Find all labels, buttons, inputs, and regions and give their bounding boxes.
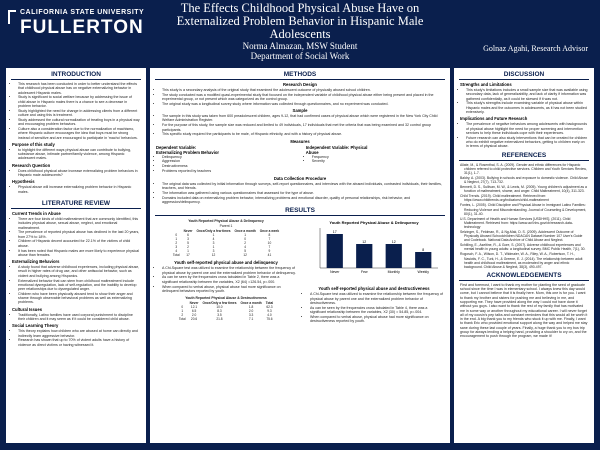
list-item: • As can be seen by the frequencies cross tabulated in Table 2, there was a significant relationship between the variables, X2 (64) =126.54, p=.000. (162, 275, 296, 284)
bar (327, 234, 343, 268)
purpose-text: • to highlight the different ways physical abuse can contribute to bullying, substance abuse, intimate partner/family violence, among Hispanic adolescent males. (18, 148, 140, 161)
department: Department of Social Work (250, 51, 350, 61)
table-row: 0 12.1 10.0 1.8 62.3 (181, 305, 273, 310)
middle-column (150, 68, 450, 443)
table2 (171, 229, 281, 257)
list-item: • A study found that adverse childhood experiences, including physical abuse, result in higher rates of drug use, and other antisocial behavior, such as violent and bullying among Hispanics. (18, 265, 140, 278)
reference: Bennett, D. S., Sullivan, M. W., & Lewis, M. (2005). Young children's adjustment as a function of maltreatment, shame, and anger. Child Maltreatment, 10(4), 311-323. (460, 185, 587, 194)
list-item: • Domains included data on externalizing problem behavior, internalizing problems and emotional disorder, quality of personal relationships, risk behavior, and aggression/delinquency. (162, 196, 444, 205)
list-item: • When compared to verbal abuse, physical abuse had more significance on destructiveness reported by youth. (310, 315, 444, 324)
list-item: • The information was gathered using various questionnaires that assessed for the type of abuse. (162, 191, 444, 195)
list-item: • This theory explains how children who are abused at home can directly and indirectly learn aggressive behavior. (18, 329, 140, 338)
list-item: • There are four kinds of child maltreatment that are commonly identified, this includes physical abuse, sexual abuse, neglect, and emotional maltreatment. (18, 217, 140, 230)
university-logo (6, 6, 146, 50)
left-column (6, 68, 146, 443)
table-row: 0 6 1 1 8 (175, 233, 271, 238)
rq-label: Research Question (12, 162, 51, 168)
table2-caption: Youth Reported Physical Abuse & Delinquency (188, 219, 264, 224)
author-name: Norma Almazan, MSW Student (242, 41, 358, 51)
tick-label: Monthly (387, 270, 400, 275)
table-row: 1 6.5 8.3 2.0 9.3 (181, 309, 272, 314)
table-header: Once a week (259, 229, 280, 234)
iv-label: Independent Variable: Physical Abuse (305, 144, 368, 155)
reference: Fontes, L. (2005). Child Discipline and Physical Abuse in Immigrant Latino Families: Reducing Violence and Misunderstanding. Journal of Counseling & Development, 80(1), 31-40. (460, 203, 587, 216)
results-heading: RESULTS (155, 207, 445, 216)
poster-title: The Effects Childhood Physical Abuse Have on Externalized Problem Behavior in Hispanic Male Adolescents (176, 1, 424, 41)
list-item: • The prevalence of negative behaviors among adolescents with backgrounds of physical abuse highlight the need for proper screening and intervention services to help these individuals cope with their experiences. (466, 122, 588, 135)
reference: Rogosch, F. A., Wilson, D. T., Widmaier, W. A., Riley, W. A., Robertson, T. H., Nasiotis, F. C., Turk, H., & Greene, E. J. (2014). The relationship between adult health and childhood maltreatment, as moderated by anger and ethnic background. Child Abuse & Neglect, 38(3), 490-497. (460, 252, 583, 269)
hypothesis-text: • Physical abuse will increase externalizing problem behavior in Hispanic males. (18, 185, 140, 194)
implications-label: Implications and Future Research (460, 116, 528, 122)
bar (415, 252, 431, 268)
table-header: Once/Only a few times (196, 229, 231, 234)
tick-label: Few (360, 270, 368, 275)
list-item: • A Chi-Square test was utilized to examine the relationship between the frequency of physical abuse by parent one and the externalized problem behavior of delinquency. (162, 266, 296, 275)
list-item: • Externalized behavior that can stem from childhood maltreatment include emotional dysregulation, lack of self-regulation, and the inability to develop peer relationships due to dysregulated anger. (18, 279, 140, 292)
table4 (177, 301, 275, 321)
table-header: Once a month (234, 229, 256, 234)
list-item: • Children who have been physically abused tend to show their anger and shame through observable behavioral problems as well as externalizing problems. (18, 292, 140, 305)
list-item: • The original data was collected by initial information through surveys, self-report questionnaires, and interviews with the abused individuals, contrasted individuals, their families, teachers, and friends. (162, 182, 444, 191)
list-item: • Destructiveness (162, 164, 294, 168)
list-item: • A Chi-Square test was utilized to examine the relationship between the frequency of physical abuse by parent one and the externalized problem behavior of destructiveness. (310, 292, 444, 305)
author-block (150, 41, 450, 61)
acknowledgements-text: First and foremost, I want to thank my mother for planting the seed of graduate school since the time I was in elementary school. I always knew this day would come, but I cannot believe that it is finally here. Mom, this one is for you. I want to thank my brother and sisters for pushing me and believing in me, and supporting me. They have provided along the way I could not have done it without you guys. I also want to thank the rest of my family that has motivated me in some way or another throughout my educational career. I will never forget all of my cousin's pep talks and constant reminders that this would all be worth it in the end. A big thank you to my friends who stuck it up with me. Finally, I want to thank Eric who provided emotional support along the way and helped me stay sane during these last couple of years. Finally, a huge thank you to my bus trip group for always lending a helping hand, providing a shoulder to cry on, and the encouragement to push through the program, we made it! (460, 282, 588, 339)
poster-header (0, 0, 600, 60)
list-item: • Delinquency (162, 155, 294, 159)
list-item: • The sample in this study was taken from 600 preadolescent children, ages 9-12, that had confirmed cases of physical abuse which were registered in the New York City Child Welfare Administration Register. (162, 114, 444, 123)
reference: Schilling, E., Aseltine, R., & Gore, S. (2007). Adverse childhood experiences and mental health in young adults: a longitudinal survey. BMC Public Health, 7(1), 30. (460, 243, 586, 252)
list-item: • For the purpose of this study, the sample size was reduced and limited to 49 individuals, 17 individuals that met the criteria that was being examined and 32 control group participants. (162, 123, 444, 132)
discussion-heading: DISCUSSION (459, 71, 589, 80)
table-header: Never (183, 229, 193, 234)
reference: Allate, M., & Rosenthal, S. A. (2009). Gender and ethnic differences for Hispanic children referred to child protective services. Children and Youth Services Review, 31(1), 1-7. (460, 162, 587, 175)
list-item: • This research has been conducted in order to better understand the effects that childhood physical abuse has on negative externalizing behavior in adolescent Hispanic males. (18, 82, 140, 95)
list-item: • When compared to verbal abuse, physical abuse had more significance on delinquent behaviors reported by youth. (162, 285, 296, 294)
table-header: Total (265, 301, 274, 306)
methods-heading: METHODS (155, 71, 445, 80)
bar (356, 244, 372, 268)
list-item: • As can be seen by the frequencies cross tabulated in Table 4, there was a significant relationship between the variables, X2 (30) = 54.85, p=.004. (310, 306, 444, 315)
table-header: Once a month (240, 301, 262, 306)
results-left (156, 218, 296, 324)
data-label: 12 (391, 240, 396, 245)
measures-label: Measures (290, 138, 310, 144)
table-row: 2 5 3 2 10 (175, 241, 272, 246)
list-item: • Problems reported by teachers (162, 169, 294, 173)
list-item: • Traditionally, Latino families have used corporal punishment to discipline their children and it may seem as if it could be considered child abuse. (18, 313, 140, 322)
table-row: 3 2 1 4 7 (175, 245, 271, 250)
list-item: • The study conducted was a modified quasi-experimental study that focused on the independent variable of childhood physical abuse either being present and placed in the experimental group, or not present which was categorized as the control group. (162, 93, 444, 102)
hypothesis-label: Hypothesis (12, 179, 35, 185)
list-item: • It has been noted that Hispanic males are more likely to experience physical abuse than females. (18, 249, 140, 258)
strengths-label: Strengths and Limitations (460, 82, 512, 87)
list-item: • Children of Hispanic decent accounted for 22.1% of the victims of child abuse. (18, 239, 140, 248)
data-label: 17 (332, 230, 337, 235)
table-header: Once/Only a few times (202, 301, 237, 306)
delinquency-bar-chart (304, 218, 444, 278)
table-row: 2 2.0 3.5 3.3 4.0 (181, 313, 272, 318)
lit-sub-theory: Social Learning Theory (12, 323, 59, 329)
list-item: • The original study was a longitudinal survey study where information was collected through questionnaires, and no experiment was conducted. (162, 102, 444, 106)
variables-block (156, 145, 444, 174)
list-item: • Research has shown that up to 70% of violent adults have a history of violence as direct victims or having witnessed it. (18, 338, 140, 347)
table-row: 1 3 4 0 7 (175, 237, 271, 242)
lit-sub-trends: Current Trends in Abuse (12, 210, 61, 216)
result1-heading: Youth self-reported physical abuse and delinquency (174, 260, 278, 266)
lit-heading: LITERATURE REVIEW (11, 200, 141, 209)
references-heading: REFERENCES (459, 152, 589, 161)
acknowledgements-heading: ACKNOWLEDGEMENTS (459, 272, 589, 281)
dv-label: Dependent Variable: Externalizing Problem Behavior (156, 144, 220, 155)
lit-sub-externalizing: Externalizing Behaviors (12, 259, 60, 265)
list-item: • This study's strengths include examining variable of physical abuse within Hispanic males and the outcomes in adolescents, as it has not been studied extensively. (466, 101, 588, 114)
list-item: • This study's limitations includes a small sample size that was available using secondary data, lack of generalizability, and lack of clarity if information was gathered confidentially, as it could be skewed if it was not. (466, 88, 588, 101)
table-row: 4 1 3 5 9 (175, 249, 271, 254)
list-item: • Study addressed the cultural normalization of treating boys in a physical way and encouraging problem behaviors. (18, 118, 140, 127)
design-label: Research Design (283, 82, 317, 87)
right-column (454, 68, 594, 443)
list-item: • Future research can also study interventions that can be created for children who do exhibit negative externalized behaviors, getting to children early on in terms of physical abuse. (466, 136, 588, 149)
table4-caption: Youth Reported Physical Abuse & Destructiveness (185, 296, 267, 301)
table-row: Total 17 12 12 41 (172, 253, 272, 258)
table-header: Never (189, 301, 199, 306)
list-item: • Study is significant to social welfare because by addressing the issue of child abuse in Hispanic males there is a chance to see a decrease in problem behavior. (18, 95, 140, 108)
logo-mark-icon (8, 10, 16, 24)
data-collection-label: Data Collection Procedure (273, 175, 327, 181)
data-label: 8 (422, 248, 425, 253)
table2-subcaption: Parent 1 (219, 224, 233, 229)
rq-text: • Does childhood physical abuse increase externalizing problem behaviors in Hispanic male adolescents? (18, 169, 140, 178)
intro-list (12, 82, 140, 140)
chart-title: Youth Reported Physical Abuse & Delinquency (329, 220, 419, 226)
sample-label: Sample (292, 108, 308, 114)
table-row: Total 20.6 21.8 7.1 75.6 (178, 317, 273, 322)
reference: Selzinger, S., Feldman, R., & Ng-Mak, D. S. (2009). Adolescent Outcome of Physically Abused Schoolchildren NDACAN Dataset Number 107 User's Guide and Codebook. National Data Archive of Child Abuse and Neglect. (460, 229, 583, 243)
results-right (304, 218, 444, 324)
research-advisor: Golnaz Agahi, Research Advisor (483, 44, 588, 53)
reference: U.S. Department of Health and Human Services [USDHHS]. (2011). Child Maltreatment. Retrieved from: https://www.acf.hhs.gov/cb/research-data-technology (460, 216, 573, 229)
bar (386, 244, 402, 268)
list-item: • The prevalence of reported physical abuse has declined in the last 20 years, from 27% to 18%. (18, 230, 140, 239)
list-item: • Severity (312, 159, 444, 163)
university-name: CALIFORNIA STATE UNIVERSITY (20, 9, 145, 16)
tick-label: Never (330, 270, 340, 275)
list-item: • Culture also a consideration factor due to the normalization of machismo, where Hispanic culture encourages the idea that boys must be strong instead of sensitive and are encouraged to participate in 'macho' behaviors. (18, 127, 140, 140)
list-item: • This study is a secondary analysis of the original study that examined the adolescent outcome of physically abused school children. (162, 88, 444, 92)
campus-name: FULLERTON (20, 17, 144, 38)
list-item: • Study highlighted the need for change in addressing clients from a different culture and using this is treatment. (18, 109, 140, 118)
list-item: • This specific study required the participants to be male, of Hispanic ethnicity, and with a history of physical abuse. (162, 132, 444, 136)
reference: Baldry, A. (2003). Bullying in schools and exposure to domestic violence. Child Abuse & Neglect, 27(7), 713-732. (460, 175, 588, 184)
list-item: • Aggression (162, 159, 294, 163)
list-item: • Frequency (312, 155, 444, 159)
result2-heading: Youth self-reported physical abuse and destructiveness (318, 286, 430, 292)
lit-sub-cultural: Cultural Issues (12, 306, 43, 312)
data-label: 12 (362, 240, 367, 245)
reference: Child Trends. (2019). Child maltreatment. Retrieved from: https://www.childtrends.org/indicators/child-maltreatment (460, 194, 549, 203)
purpose-label: Purpose of this study (12, 141, 55, 147)
tick-label: Weekly (417, 270, 429, 275)
intro-heading: INTRODUCTION (11, 71, 141, 80)
